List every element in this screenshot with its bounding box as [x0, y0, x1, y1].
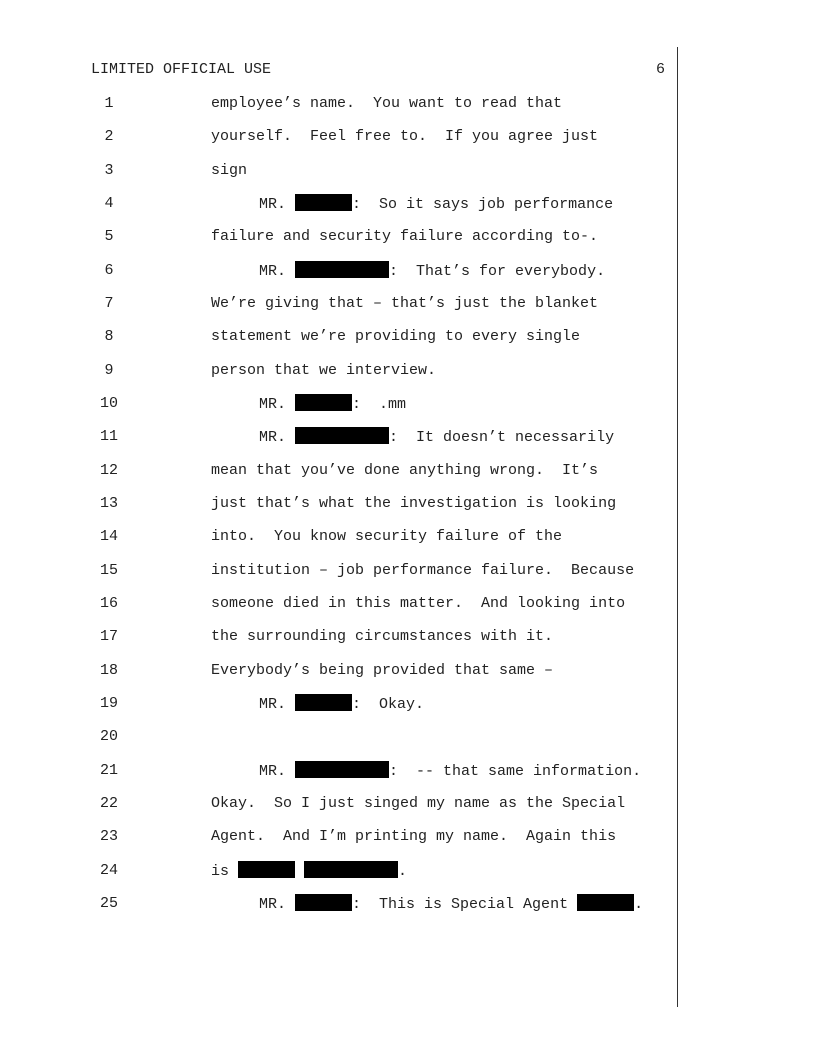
transcript-line — [0, 127, 676, 147]
line-text: someone died in this matter. And looking into — [211, 595, 626, 612]
line-number: 4 — [104, 195, 114, 212]
line-text: : So it says job performance — [352, 196, 614, 213]
speaker-line — [259, 761, 641, 782]
line-text: mean that you’ve done anything wrong. It’s — [211, 462, 599, 479]
transcript-line — [0, 494, 676, 514]
line-text: : Okay. — [352, 696, 425, 713]
redaction-block — [295, 194, 352, 211]
transcript-line — [0, 894, 676, 914]
line-text: person that we interview. — [211, 362, 437, 379]
speaker-prefix: MR. — [259, 429, 287, 446]
redaction-block — [295, 894, 352, 911]
transcript-line — [0, 261, 676, 281]
line-text: failure and security failure according to-. — [211, 228, 599, 245]
line-number: 1 — [104, 95, 114, 112]
line-text: employee’s name. You want to read that — [211, 95, 563, 112]
speaker-prefix: MR. — [259, 763, 287, 780]
speaker-prefix: MR. — [259, 196, 287, 213]
redaction-block — [577, 894, 634, 911]
speaker-line — [259, 894, 643, 915]
line-number: 11 — [99, 428, 118, 445]
transcript-line — [0, 661, 676, 681]
redaction-block — [295, 261, 389, 278]
speaker-line — [259, 427, 614, 448]
transcript-line — [0, 427, 676, 447]
transcript-line — [0, 694, 676, 714]
line-number: 24 — [99, 862, 118, 879]
redaction-block — [304, 861, 398, 878]
line-number: 18 — [99, 662, 118, 679]
line-number: 23 — [99, 828, 118, 845]
speaker-line — [259, 194, 613, 215]
line-number: 9 — [104, 362, 114, 379]
transcript-line — [0, 627, 676, 647]
transcript-line — [0, 294, 676, 314]
redaction-block — [295, 694, 352, 711]
transcript-line — [0, 827, 676, 847]
transcript-line — [0, 861, 676, 881]
line-text: We’re giving that – that’s just the blanket — [211, 295, 599, 312]
transcript-line — [0, 227, 676, 247]
transcript-line — [0, 94, 676, 114]
line-text: into. You know security failure of the — [211, 528, 563, 545]
speaker-prefix: MR. — [259, 696, 287, 713]
classification-header: LIMITED OFFICIAL USE — [91, 61, 272, 78]
line-text-with-redactions — [211, 861, 407, 882]
line-text: the surrounding circumstances with it. — [211, 628, 554, 645]
line-number: 2 — [104, 128, 114, 145]
line-number: 3 — [104, 162, 114, 179]
transcript-line — [0, 794, 676, 814]
line-number: 10 — [99, 395, 118, 412]
speaker-prefix: MR. — [259, 263, 287, 280]
line-text: sign — [211, 162, 248, 179]
redaction-block — [238, 861, 295, 878]
line-number: 22 — [99, 795, 118, 812]
transcript-line — [0, 194, 676, 214]
transcript-line — [0, 361, 676, 381]
transcript-line — [0, 761, 676, 781]
line-number: 21 — [99, 762, 118, 779]
line-number: 5 — [104, 228, 114, 245]
transcript-line — [0, 161, 676, 181]
line-number: 25 — [99, 895, 118, 912]
speaker-line — [259, 694, 424, 715]
speaker-line — [259, 261, 605, 282]
line-number: 8 — [104, 328, 114, 345]
line-text: statement we’re providing to every single — [211, 328, 581, 345]
line-text: just that’s what the investigation is looking — [211, 495, 617, 512]
transcript-line — [0, 527, 676, 547]
transcript-line — [0, 394, 676, 414]
line-end: . — [398, 863, 408, 880]
line-number: 7 — [104, 295, 114, 312]
redaction-block — [295, 427, 389, 444]
line-number: 6 — [104, 262, 114, 279]
redaction-block — [295, 394, 352, 411]
transcript-line — [0, 327, 676, 347]
line-number: 20 — [99, 728, 118, 745]
line-text: : This is Special Agent — [352, 896, 569, 913]
line-number: 13 — [99, 495, 118, 512]
line-text: Agent. And I’m printing my name. Again this — [211, 828, 617, 845]
line-number: 17 — [99, 628, 118, 645]
transcript-line — [0, 461, 676, 481]
line-number: 19 — [99, 695, 118, 712]
line-text: Everybody’s being provided that same – — [211, 662, 554, 679]
line-number: 14 — [99, 528, 118, 545]
speaker-prefix: MR. — [259, 396, 287, 413]
transcript-line — [0, 594, 676, 614]
line-text: is — [211, 863, 230, 880]
line-text: : .mm — [352, 396, 407, 413]
line-text: : It doesn’t necessarily — [389, 429, 615, 446]
redaction-block — [295, 761, 389, 778]
line-text: : That’s for everybody. — [389, 263, 606, 280]
speaker-prefix: MR. — [259, 896, 287, 913]
line-text: institution – job performance failure. Because — [211, 562, 635, 579]
line-number: 16 — [99, 595, 118, 612]
line-text: : -- that same information. — [389, 763, 642, 780]
transcript-line — [0, 727, 676, 747]
line-text: yourself. Feel free to. If you agree just — [211, 128, 599, 145]
line-end: . — [634, 896, 644, 913]
margin-rule — [677, 47, 678, 1007]
page-number: 6 — [656, 61, 666, 78]
transcript-line — [0, 561, 676, 581]
line-text: Okay. So I just singed my name as the Special — [211, 795, 626, 812]
speaker-line — [259, 394, 406, 415]
line-number: 12 — [99, 462, 118, 479]
line-number: 15 — [99, 562, 118, 579]
